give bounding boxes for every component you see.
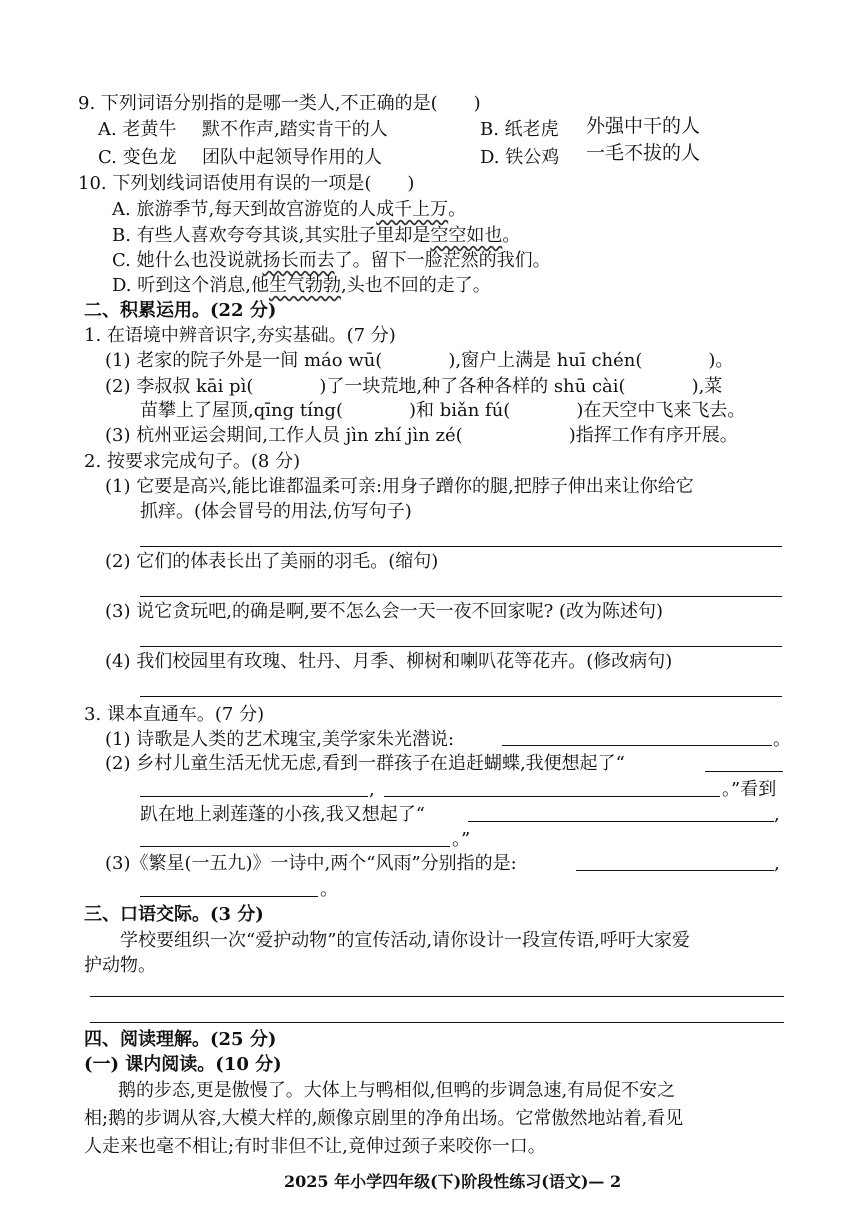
q10-d-underlined-word: 生气勃勃 xyxy=(268,275,341,296)
q9-option-d-meaning: 一毛不拔的人 xyxy=(586,142,701,164)
q9-option-c-meaning: 团队中起领导作用的人 xyxy=(202,147,382,168)
s2-q1-line3: 苗攀上了屋顶,qīng tíng( )和 biǎn fú( )在天空中飞来飞去。 xyxy=(140,400,746,421)
s2-q3-item2: (2) 乡村儿童生活无忧无虑,看到一群孩子在追赶蝴蝶,我便想起了“ xyxy=(105,753,625,774)
q9-stem: 9. 下列词语分别指的是哪一类人,不正确的是( ) xyxy=(78,93,481,114)
s2-q3-item1-end: 。 xyxy=(773,729,791,750)
answer-line[interactable] xyxy=(140,596,782,597)
answer-line[interactable] xyxy=(502,745,772,746)
s2-q3-item2-cont: 趴在地上剥莲蓬的小孩,我又想起了“ xyxy=(140,804,425,825)
s3-prompt-line1: 学校要组织一次“爱护动物”的宣传活动,请你设计一段宣传语,呼吁大家爱 xyxy=(120,930,690,951)
s2-q2-item4: (4) 我们校园里有玫瑰、牡丹、月季、柳树和喇叭花等花卉。(修改病句) xyxy=(105,651,673,672)
q10-option-d: D. 听到这个消息,他生气勃勃,头也不回的走了。 xyxy=(112,275,491,296)
q10-a-underlined-word: 成千上万 xyxy=(376,199,449,220)
s4-passage-line3: 人走来也毫不相让;有时非但不让,竟伸过颈子来咬你一口。 xyxy=(84,1136,546,1157)
answer-line[interactable] xyxy=(90,1022,784,1023)
s2-q2-item1: (1) 它要是高兴,能比谁都温柔可亲:用身子蹭你的腿,把脖子伸出来让你给它 xyxy=(105,476,694,497)
section-4-title: 四、阅读理解。(25 分) xyxy=(84,1029,277,1050)
answer-line[interactable] xyxy=(468,821,774,822)
s2-q1-line1: (1) 老家的院子外是一间 máo wū( ),窗户上满是 huī chén( )。 xyxy=(105,350,734,371)
s2-q3-item1: (1) 诗歌是人类的艺术瑰宝,美学家朱光潜说: xyxy=(105,729,455,750)
q10-b-underlined-word: 空空如也 xyxy=(430,225,503,246)
q9-option-b-label: B. 纸老虎 xyxy=(480,119,559,140)
s2-q2-stem: 2. 按要求完成句子。(8 分) xyxy=(84,451,301,472)
s2-q3-stem: 3. 课本直通车。(7 分) xyxy=(84,704,265,725)
s2-q3-item3: (3)《繁星(一五九)》一诗中,两个“风雨”分别指的是: xyxy=(105,853,517,874)
q10-stem: 10. 下列划线词语使用有误的一项是( ) xyxy=(78,173,415,194)
page-footer: 2025 年小学四年级(下)阶段性练习(语文)— 2 xyxy=(284,1172,622,1191)
s2-q2-item3: (3) 说它贪玩吧,的确是啊,要不怎么会一天一夜不回家呢? (改为陈述句) xyxy=(105,601,664,622)
q10-option-b: B. 有些人喜欢夸夸其谈,其实肚子里却是空空如也。 xyxy=(112,225,521,246)
s2-q3-comma: , xyxy=(369,779,375,800)
s3-prompt-line2: 护动物。 xyxy=(84,955,156,976)
q9-option-a-label: A. 老黄牛 xyxy=(98,119,177,140)
answer-line[interactable] xyxy=(384,796,720,797)
s4-passage-line2: 相;鹅的步调从容,大模大样的,颇像京剧里的净角出场。它常傲然地站着,看见 xyxy=(84,1108,684,1129)
s2-q3-comma2: , xyxy=(774,804,780,825)
answer-line[interactable] xyxy=(140,796,368,797)
s2-q1-stem: 1. 在语境中辨音识字,夯实基础。(7 分) xyxy=(84,325,396,346)
section-2-title: 二、积累运用。(22 分) xyxy=(84,300,277,321)
q9-option-a-meaning: 默不作声,踏实肯干的人 xyxy=(202,119,388,140)
section-3-title: 三、口语交际。(3 分) xyxy=(84,904,264,925)
s4-subsection-title: (一) 课内阅读。(10 分) xyxy=(84,1054,282,1075)
s2-q1-line2: (2) 李叔叔 kāi pì( )了一块荒地,种了各种各样的 shū cài( ),菜 xyxy=(105,376,723,397)
s4-passage-line1: 鹅的步态,更是傲慢了。大体上与鸭相似,但鸭的步调急速,有局促不安之 xyxy=(118,1080,676,1101)
s2-q3-quote-end: 。” xyxy=(452,829,471,850)
answer-line[interactable] xyxy=(140,696,782,697)
s2-q1-line4: (3) 杭州亚运会期间,工作人员 jìn zhí jìn zé( )指挥工作有序开展。 xyxy=(105,425,738,446)
s2-q2-item2: (2) 它们的体表长出了美丽的羽毛。(缩句) xyxy=(105,551,439,572)
q9-option-c-label: C. 变色龙 xyxy=(98,147,177,168)
answer-line[interactable] xyxy=(140,846,450,847)
s2-q3-comma3: , xyxy=(774,853,780,874)
q9-option-d-label: D. 铁公鸡 xyxy=(480,147,560,168)
q10-c-underlined-word: 扬长而去 xyxy=(262,250,335,271)
q10-option-c: C. 她什么也没说就扬长而去了。留下一脸茫然的我们。 xyxy=(112,250,551,271)
q10-option-a: A. 旅游季节,每天到故宫游览的人成千上万。 xyxy=(112,199,467,220)
answer-line[interactable] xyxy=(705,771,783,772)
s2-q3-period: 。 xyxy=(320,879,338,900)
answer-line[interactable] xyxy=(140,896,318,897)
s2-q2-item1-cont: 抓痒。(体会冒号的用法,仿写句子) xyxy=(140,501,412,522)
answer-line[interactable] xyxy=(140,546,782,547)
answer-line[interactable] xyxy=(140,646,782,647)
s2-q3-item2-end: 。”看到 xyxy=(722,779,777,800)
answer-line[interactable] xyxy=(90,996,784,997)
answer-line[interactable] xyxy=(576,870,774,871)
q9-option-b-meaning: 外强中干的人 xyxy=(586,115,701,137)
